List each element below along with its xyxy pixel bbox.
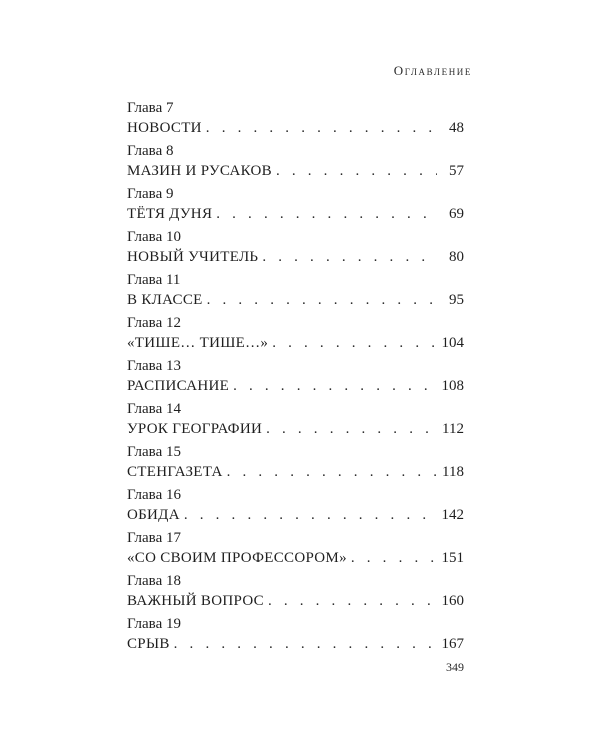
chapter-label: Глава 16: [127, 487, 181, 503]
chapter-title: ВАЖНЫЙ ВОПРОС: [127, 593, 264, 609]
page-number: 142: [441, 507, 464, 523]
chapter-title: СТЕНГАЗЕТА: [127, 464, 223, 480]
dot-leader: [174, 635, 437, 653]
dot-leader: [272, 334, 437, 352]
toc-entry-16: [127, 487, 464, 530]
page-number: 160: [441, 593, 464, 609]
dot-leader: [233, 377, 437, 395]
toc-entry-19: [127, 616, 464, 659]
chapter-title: В КЛАССЕ: [127, 292, 203, 308]
chapter-title: СРЫВ: [127, 636, 170, 652]
chapter-title: РАСПИСАНИЕ: [127, 378, 230, 394]
toc-title-line: [127, 377, 464, 395]
toc-title-line: [127, 119, 464, 137]
toc-title-line: [127, 420, 464, 438]
chapter-title: «СО СВОИМ ПРОФЕССОРОМ»: [127, 550, 347, 566]
chapter-title: НОВЫЙ УЧИТЕЛЬ: [127, 249, 259, 265]
chapter-label: Глава 12: [127, 315, 181, 331]
page-number: 167: [441, 636, 464, 652]
toc-title-line: [127, 506, 464, 524]
toc-title-line: [127, 291, 464, 309]
dot-leader: [184, 506, 437, 524]
dot-leader: [262, 248, 437, 266]
chapter-label: Глава 17: [127, 530, 181, 546]
chapter-title: «ТИШЕ… ТИШЕ…»: [127, 335, 269, 351]
toc-entry-13: [127, 358, 464, 401]
page-folio: 349: [446, 660, 464, 674]
toc-entry-7: [127, 100, 464, 143]
page-number: 151: [441, 550, 464, 566]
chapter-label: Глава 7: [127, 100, 174, 116]
toc-title-line: [127, 334, 464, 352]
toc-title-line: [127, 592, 464, 610]
chapter-label: Глава 14: [127, 401, 181, 417]
chapter-label: Глава 10: [127, 229, 181, 245]
chapter-title: ТЁТЯ ДУНЯ: [127, 206, 213, 222]
chapter-label: Глава 15: [127, 444, 181, 460]
page-number: 95: [449, 292, 464, 308]
dot-leader: [207, 291, 437, 309]
toc-title-line: [127, 635, 464, 653]
chapter-label: Глава 11: [127, 272, 181, 288]
page-number: 48: [449, 120, 464, 136]
chapter-label: Глава 19: [127, 616, 181, 632]
dot-leader: [351, 549, 437, 567]
chapter-title: ОБИДА: [127, 507, 180, 523]
dot-leader: [227, 463, 437, 481]
chapter-label: Глава 18: [127, 573, 181, 589]
toc-title-line: [127, 162, 464, 180]
dot-leader: [216, 205, 437, 223]
toc-entry-18: [127, 573, 464, 616]
chapter-label: Глава 13: [127, 358, 181, 374]
dot-leader: [268, 592, 437, 610]
toc-entry-14: [127, 401, 464, 444]
toc-title-line: [127, 205, 464, 223]
chapter-title: МАЗИН И РУСАКОВ: [127, 163, 272, 179]
toc-title-line: [127, 463, 464, 481]
toc-entry-9: [127, 186, 464, 229]
chapter-title: НОВОСТИ: [127, 120, 202, 136]
toc-entry-17: [127, 530, 464, 573]
table-of-contents: [127, 100, 464, 659]
toc-entry-10: [127, 229, 464, 272]
dot-leader: [276, 162, 437, 180]
toc-title-line: [127, 549, 464, 567]
page-number: 104: [441, 335, 464, 351]
toc-entry-12: [127, 315, 464, 358]
page-number: 57: [449, 163, 464, 179]
toc-entry-15: [127, 444, 464, 487]
chapter-title: УРОК ГЕОГРАФИИ: [127, 421, 263, 437]
toc-title-line: [127, 248, 464, 266]
page-number: 112: [442, 421, 464, 437]
page-number: 108: [441, 378, 464, 394]
dot-leader: [266, 420, 437, 438]
chapter-label: Глава 9: [127, 186, 174, 202]
page-number: 118: [442, 464, 464, 480]
toc-entry-11: [127, 272, 464, 315]
chapter-label: Глава 8: [127, 143, 174, 159]
running-head: Оглавление: [393, 63, 472, 78]
page-number: 69: [449, 206, 464, 222]
toc-entry-8: [127, 143, 464, 186]
dot-leader: [206, 119, 437, 137]
page-number: 80: [449, 249, 464, 265]
